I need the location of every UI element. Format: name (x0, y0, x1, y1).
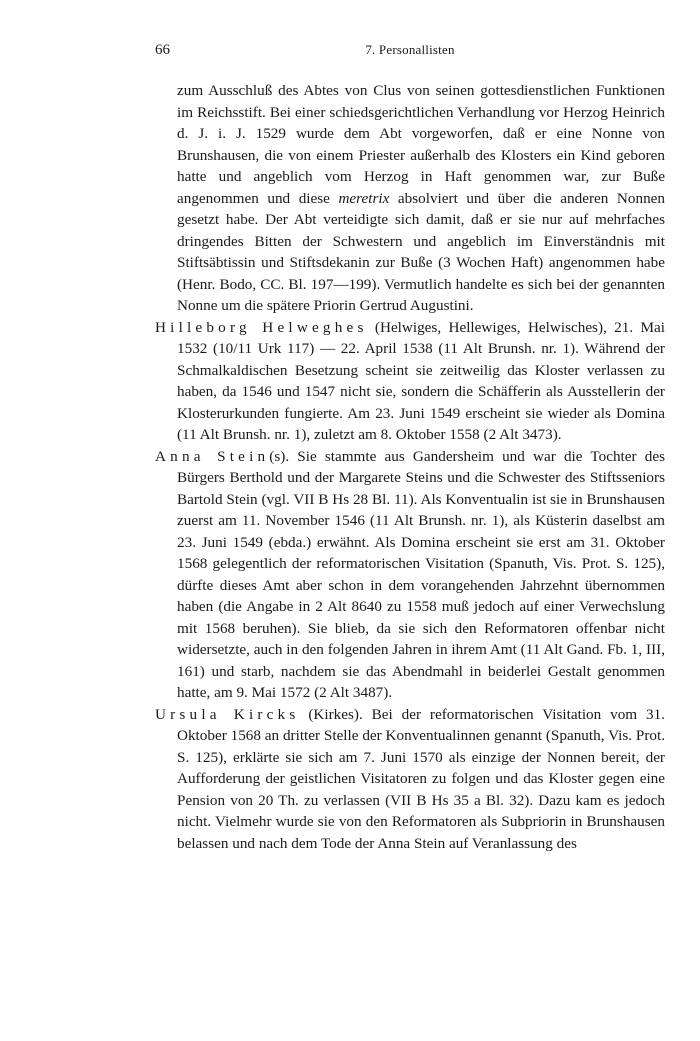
entry-name: Hilleborg Helweghes (155, 318, 368, 336)
continuation-paragraph (155, 80, 665, 317)
entry-anna-stein (155, 446, 665, 704)
entry-hilleborg-helweghes (155, 317, 665, 446)
running-title: 7. Personallisten (365, 42, 455, 57)
continuation-text: zum Ausschluß des Abtes von Clus von seinen gottesdienstlichen Funktionen im Reichsstift. Bei einer schiedsgerichtlichen Verhandlung vor Herzog Heinrich d. J. i. J. 1529 wurde dem Abt vorgeworfen, daß er eine Nonne von Brunshausen, die von einem Priester außerhalb des Klosters ein Kind geboren hatte und angeblich vom Herzog in Haft genommen war, zur Buße angenommen und diese (177, 82, 665, 207)
continuation-text-2: absolviert und über die anderen Nonnen gesetzt habe. Der Abt verteidigte sich damit, daß er sie nur auf mehrfaches dringendes Bitten der Schwestern und angeblich im Einverständnis mit Stiftsäbtissin und Stiftsdekanin zur Buße (3 Wochen Haft) angenommen habe (Henr. Bodo, CC. Bl. 197—199). Vermutlich handelte es sich bei der genannten Nonne um die spätere Priorin Gertrud Augustini. (177, 189, 665, 314)
entry-name-suffix: (s) (269, 447, 286, 465)
page-header (155, 42, 665, 64)
italic-term: meretrix (338, 189, 390, 207)
entry-text: . Sie stammte aus Gandersheim und war die Tochter des Bürgers Berthold und der Margarete Steins und die Schwester des Stiftsseniors Bartold Stein (vgl. VII B Hs 28 Bl. 11). Als Konventualin ist sie in Brunshausen zuerst am 11. November 1546 (11 Alt Brunsh. nr. 1), als Küsterin daselbst am 23. Juni 1549 (ebda.) erwähnt. Als Domina erscheint sie erst am 31. Oktober 1568 gelegentlich der reformatorischen Visitation (Spanuth, Vis. Prot. S. 125), dürfte dieses Amt aber schon in dem vorangehenden Jahrzehnt übernommen haben (die Angabe in 2 Alt 8640 zu 1558 muß jedoch auf einer Verwechslung mit 1568 beruhen). Sie blieb, da sie sich den Reformatoren offenbar nicht widersetzte, auch in den folgenden Jahren in ihrem Amt (11 Alt Gand. Fb. 1, III, 161) und starb, nachdem sie das Abendmahl in beiderlei Gestalt genommen hatte, am 9. Mai 1572 (2 Alt 3487). (177, 447, 665, 701)
entry-name: Ursula Kircks (155, 705, 300, 723)
entry-name: Anna Stein (155, 447, 270, 465)
body-text (155, 80, 665, 854)
entry-ursula-kircks (155, 704, 665, 855)
page-number: 66 (155, 42, 170, 58)
entry-text: (Kirkes). Bei der reformatorischen Visitation vom 31. Oktober 1568 an dritter Stelle der Konventualinnen genannt (Spanuth, Vis. Prot. S. 125), erklärte sie sich am 7. Juni 1570 als einzige der Nonnen bereit, der Aufforderung der geistlichen Visitatoren zu folgen und das Kloster gegen eine Pension von 20 Th. zu verlassen (VII B Hs 35 a Bl. 32). Dazu kam es jedoch nicht. Vielmehr wurde sie von den Reformatoren als Subpriorin in Brunshausen belassen und nach dem Tode der Anna Stein auf Veranlassung des (177, 705, 665, 852)
entry-text: (Helwiges, Hellewiges, Helwisches), 21. Mai 1532 (10/11 Urk 117) — 22. April 1538 (11 Alt Brunsh. nr. 1). Während der Schmalkaldischen Besetzung scheint sie zeitweilig das Kloster verlassen zu haben, da 1546 und 1547 nicht sie, sondern die Schäfferin als Ausstellerin der Klosterurkunden fungierte. Am 23. Juni 1549 erscheint sie wieder als Domina (11 Alt Brunsh. nr. 1), zuletzt am 8. Oktober 1558 (2 Alt 3473). (177, 318, 665, 443)
